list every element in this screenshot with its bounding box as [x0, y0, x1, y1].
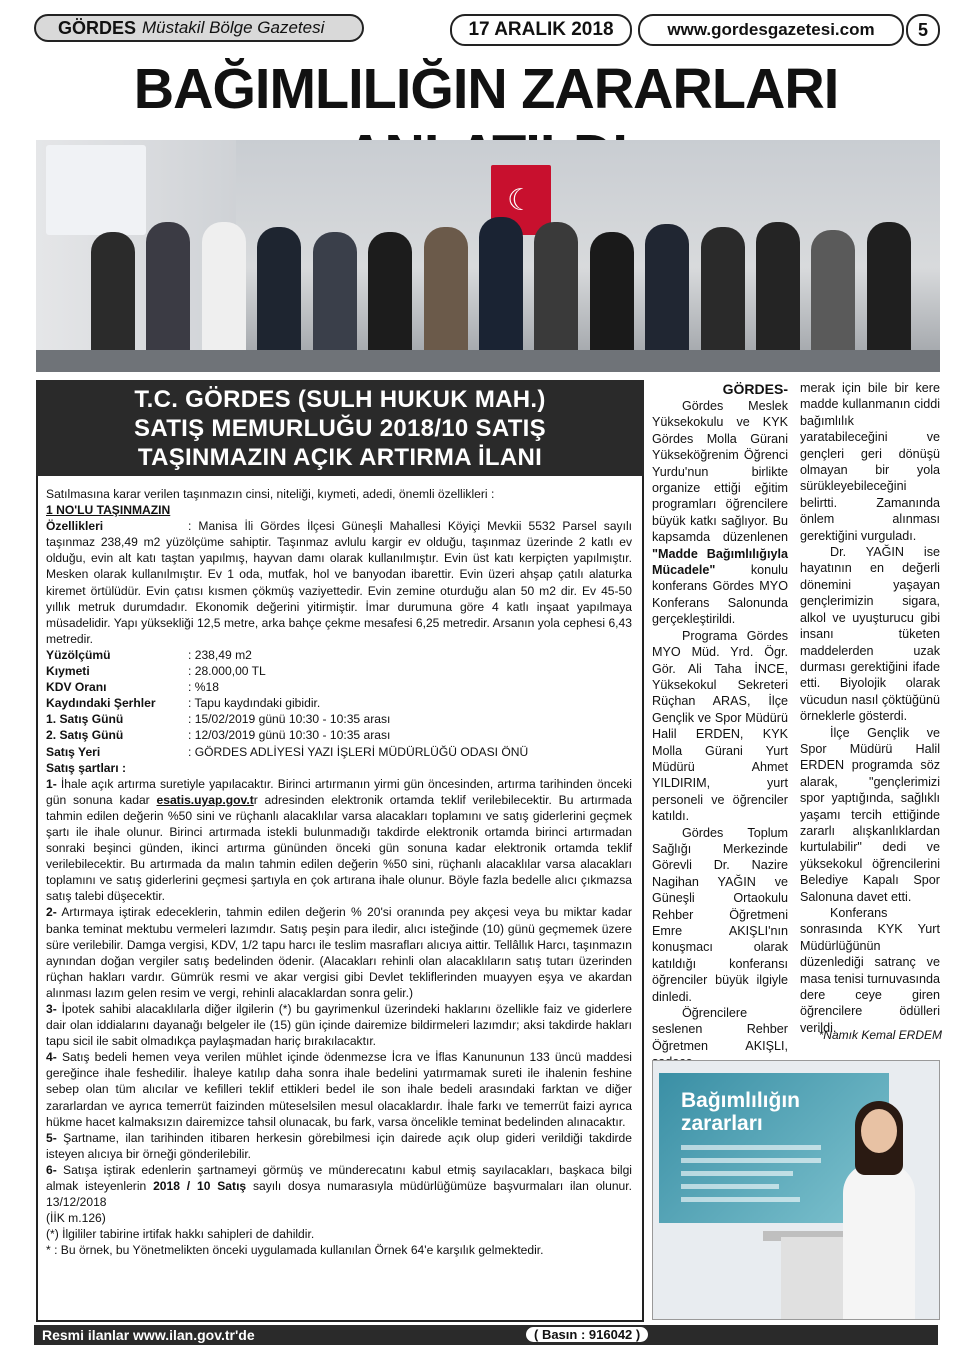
condition-6: 6- Satışa iştirak edenlerin şartnameyi görmüş ve münderecatını kabul etmiş sayılacakları, başkaca bilgi almak isteyenlerin 2018 / 10 Satış sayılı dosya numarasıyla müdürlüğümüze başvurmaları ilan olunur. 13/12/2018 — [46, 1162, 632, 1210]
brand-tagline: Müstakil Bölge Gazetesi — [142, 18, 325, 37]
condition-5: 5- Şartname, ilan tarihinden itibaren herkesin görebilmesi için dairede açık olup gideri verildiği takdirde isteyen alıcıya bir örneği gönderilebilir. — [46, 1130, 632, 1161]
speaker-figure — [843, 1101, 913, 1320]
article-paragraph: Öğrencilere seslenen Rehber Öğretmen AKIŞLI, — [652, 1006, 788, 1053]
photo-people — [91, 202, 911, 372]
article-dateline: GÖRDES- — [722, 381, 788, 397]
article-column-2 — [800, 380, 940, 1036]
condition-2: 2- Artırmaya iştirak edeceklerin, tahmin edilen değerin % 20'si oranında pey akçesi veya bu miktar kadar banka teminat mektubu vermeleri lazımdır. Satış peşin para iledir, alıcı isteğinde (10) günü geçmemek üzere süre verilebilir. Damga vergisi, KDV, 1/2 tapu harcı ile teslim masrafları alıcıya aittir. Tellâllık Harcı, taşınmazın aynından doğan vergiler satış bedelinden ödenir. (Alacakları rehinli olan alacaklıların satış tutarı üzerinden rüçhan hakları vardır. Gümrük resmi ve akar vergisi gibi Devlet tekliflerinden muayyen eşya ve akardan alınması lazım gelen resim ve vergi, rehinli alacaklardan sonra gelir.) — [46, 905, 632, 1000]
speaker-photo — [652, 1060, 940, 1320]
condition-3: 3- İpotek sahibi alacaklılarla diğer ilgilerin (*) bu gayrimenkul üzerindeki haklarını özellikle faiz ve giderlere dair olan iddialarını dayanağı belgeler ile (15) gün içinde dairemize bildirmeleri lazımdır; aksi takdirde hakları tapu sicil ile sabit olmadıkça paylaşmadan hariç bırakılacaktır. — [46, 1002, 632, 1049]
detail-row: Kıymeti : 28.000,00 TL — [46, 664, 266, 679]
announcement-footer — [34, 1325, 938, 1345]
article-paragraph: Gördes Toplum Sağlığı Merkezinde Görevli Dr. Nazire Nagihan YAĞIN ve Güneşli Ortaokulu Rehber Öğretmeni Emre AKIŞLI'nın konuşmacı olarak katıldığı konferansı öğrenciler büyük ilgiyle dinledi. — [652, 825, 788, 1004]
newspaper-brand — [34, 14, 364, 42]
condition-4: 4- Satış bedeli hemen veya verilen mühlet içinde ödenmezse İcra ve İflas Kanununun 133 üncü maddesi gereğince ihale feshedilir. İhaleye katılıp daha sonra ihale bedelini yatırmamak sureti ile ihalenin feshine sebep olan tüm alıcılar ve kefilleri teklif ettikleri bedel ile son ihale bedeli arasındaki farktan ve diğer zararlardan ve ayrıca temerrüt faizinden müteselsilen mesul olacaklardır. İhale farkı ve temerrüt faizi ayrıca hükme hacet kalmaksızın dairemizce tahsil olunacak, bu fark, varsa öncelikle teminat bedelinden alınacaktır. — [46, 1050, 632, 1129]
masthead-bar — [34, 14, 938, 44]
features-label: Özellikleri — [46, 519, 104, 534]
detail-row: Kaydındaki Şerhler : Tapu kaydındaki gibidir. — [46, 696, 321, 711]
article-column-1 — [652, 380, 788, 1071]
article-paragraph: Programa Gördes MYO Müd. Yrd. Ögr. Gör. Ali Taha İNCE, Yüksekokul Sekreteri Rüçhan ARAS, İlçe Gençlik ve Spor Müdürü Halil ERDEN, KYK Molla Gürani Yurt Müdürü Ahmet YILDIRIM, yurt personeli ve öğrenciler katıldı. — [652, 628, 788, 824]
website-link[interactable]: www.gordesgazetesi.com — [638, 14, 904, 46]
article-paragraph: merak için bile bir kere madde kullanmanın ciddi bağımlılık yaratabileceğini ve gençleri geri dönüşü olmayan bir yola sürükleyebileceğini belirtti. Zamanında önlem alınması gerektiğini vurguladı. — [800, 381, 940, 543]
features-paragraph — [46, 518, 632, 647]
article-signature: *Namık Kemal ERDEM — [818, 1028, 942, 1042]
announcement-title-line: TAŞINMAZIN AÇIK ARTIRMA İLANI — [137, 443, 543, 471]
announcement-title-line: SATIŞ MEMURLUĞU 2018/10 SATIŞ — [134, 414, 546, 442]
announcement-title — [36, 380, 644, 476]
detail-row: 1. Satış Günü : 15/02/2019 günü 10:30 - 10:35 arası — [46, 712, 391, 727]
photo-floor — [36, 350, 940, 372]
article-paragraph: Konferans sonrasında KYK Yurt Müdürlüğünün düzenlediği satranç ve masa tenisi turnuvasında dere ceye giren öğrencilere ödülleri verildi. — [800, 906, 941, 1035]
turkish-flag-icon: ☾ — [491, 165, 551, 235]
press-code: ( Basın : 916042 ) — [526, 1327, 648, 1342]
article-paragraph: Gördes Meslek Yüksekokulu ve KYK Gördes Molla Gürani Yükseköğrenim Öğrenci Yurdu'nun birlikte organize ettiği eğitim programları öğrencilere büyük katkı sağlıyor. Bu kapsamda düzenlenen "Madde Bağımlılığıyla Mücadele" konulu konferans Gördes MYO Konferans Salonunda gerçekleştirildi. — [652, 399, 788, 627]
article-paragraph: İlçe Gençlik ve Spor Müdürü Halil ERDEN programda söz alarak, "gençlerimizi spor yaptığında, sağlıklı yaşamı tercih ettiğinde zararlı alışkanlıklardan kurtulabilir" dedi ve yüksekokul öğrencilerini Belediye Kapalı Spor Salonuna davet etti. — [800, 725, 940, 904]
detail-row: 2. Satış Günü : 12/03/2019 günü 10:30 - 10:35 arası — [46, 728, 391, 743]
note-2: * : Bu örnek, bu Yönetmelikten önceki uygulamada kullanılan Örnek 64'e karşılık gelmektedir. — [46, 1243, 544, 1258]
slide-title: Bağımlılığın zararları — [681, 1089, 801, 1135]
detail-row: Yüzölçümü : 238,49 m2 — [46, 647, 252, 662]
note-1: (*) İlgililer tabirine irtifak hakkı sahipleri de dahildir. — [46, 1227, 315, 1242]
announcement-title-line: T.C. GÖRDES (SULH HUKUK MAH.) — [134, 385, 546, 413]
detail-row: KDV Oranı : %18 — [46, 680, 219, 695]
condition-1: 1- İhale açık artırma suretiyle yapılacaktır. Birinci artırmanın yirmi gün öncesinden, artırma tarihinden önceki gün sonuna kadar esatis.uyap.gov.tr adresinden elektronik ortamda teklif verilebilecektir. Bu artırmada tahmin edilen değerin %50 sini ve rüçhanlı alacaklılar varsa alacakları toplamını ve satış giderlerini geçmek şartı ile ihale olunur. Birinci artırmada istekli bulunmadığı takdirde elektronik ortamda birinci artırmadan sonraki beşinci günden, ikinci artırma gününden önceki gün sonuna kadar elektronik ortamda teklif verilebilecektir. Bu artırmada da malın tahmin edilen değerin %50 sini, rüçhanlı alacaklılar varsa alacakları toplamını ve satış giderlerini geçmesi şartıyla en çok artırana ihale olunur. Böyle fazla bedelle alıcı çıkmazsa satış talebi düşecektir. — [46, 776, 633, 904]
announcement-body — [46, 486, 632, 1259]
main-headline: BAĞIMLILIĞIN ZARARLARI — [133, 57, 839, 121]
brand-name: GÖRDES — [58, 17, 137, 38]
official-ads-link[interactable]: Resmi ilanlar www.ilan.gov.tr'de — [42, 1327, 255, 1343]
announcement-intro: Satılmasına karar verilen taşınmazın cinsi, niteliği, kıymeti, adedi, önemli özellikleri : — [46, 487, 495, 501]
page-number: 5 — [906, 14, 940, 46]
issue-date: 17 ARALIK 2018 — [450, 14, 632, 46]
group-photo — [36, 140, 940, 372]
law-reference: (İİK m.126) — [46, 1211, 106, 1226]
item-heading: 1 NO'LU TAŞINMAZIN — [46, 503, 171, 518]
features-text: : Manisa İli Gördes İlçesi Güneşli Mahallesi Köyiçi Mevkii 5532 Parsel sayılı taşınmaz 238,49 m2 yüzölçüme sahiptir. Taşınmaz avlulu kargir ev olduğu, taşınmaz üzerinde 2 katlı ev olduğu, evin alt katı taştan yapılmış, hayvan damı olarak kullanılmıştır. Evin üst katı kerpiçten yapılmıştır. Mesken olarak kullanılmıştır. Ev 1 oda, mutfak, hol ve banyodan ibarettir. Evin üzeri ahşap çatılı alaturka kiremet örtülüdür. Evin çatısı kısmen çökmüş vaziyettedir. Evin zemine oturduğu alan 50 m2 dir. Ev 45-50 yıllık metruk durumdadır. Ekonomik değerini yitirmiştir. İmar durumuna göre 4 katlı inşaat yapılmaya müsadelidir. Yapı yüksekliği 12,5 metre, arka bahçe çekme mesafesi 6,25 metredir. Arsanın yola cephesi 6,43 metredir. — [46, 519, 632, 646]
slide-text-lines — [681, 1145, 821, 1210]
esatis-link[interactable]: esatis.uyap.gov.t — [156, 792, 254, 807]
article-paragraph: Dr. YAĞIN ise hayatının en değerli dönemini yaşayan gençlerimizin sigara, alkol ve uyuşturucu gibi insanı tüketen maddelerden uzak durması gerektiğini ifade etti. Biyolojik olarak vücudun nasıl çöktüğünü örneklerle gösterdi. — [800, 545, 940, 724]
detail-row: Satış Yeri : GÖRDES ADLİYESİ YAZI İŞLERİ MÜDÜRLÜĞÜ ODASI ÖNÜ — [46, 744, 529, 759]
conditions-label: Satış şartları : — [46, 760, 126, 775]
